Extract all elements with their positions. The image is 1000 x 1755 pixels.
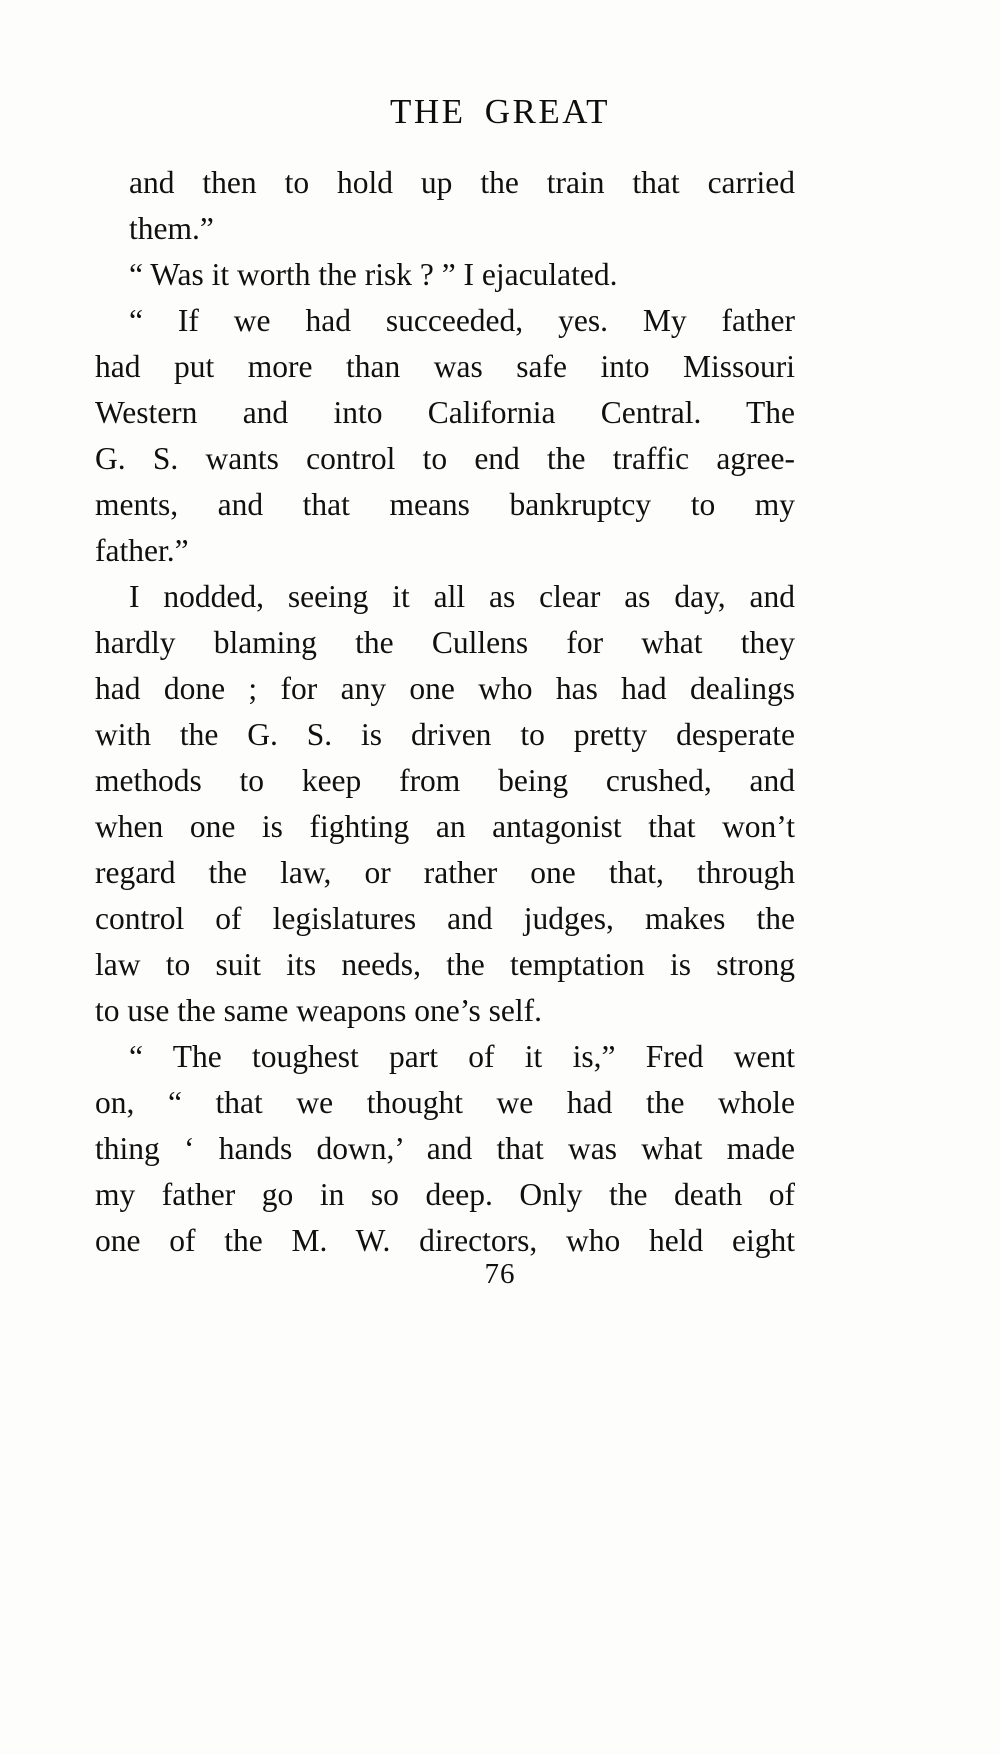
text-line: “ Was it worth the risk ? ” I ejaculated. (129, 257, 618, 292)
paragraph (95, 160, 795, 252)
text-line: with the G. S. is driven to pretty desperate (95, 717, 795, 752)
text-line: and then to hold up the train that carried (129, 165, 795, 200)
text-line: methods to keep from being crushed, and (95, 763, 795, 798)
text-line: thing ‘ hands down,’ and that was what made (95, 1131, 795, 1166)
text-line: them.” (129, 211, 214, 246)
text-line: I nodded, seeing it all as clear as day, and (129, 579, 795, 614)
text-line: “ If we had succeeded, yes. My father (129, 303, 795, 338)
text-line: “ The toughest part of it is,” Fred went (129, 1039, 795, 1074)
page-body (95, 160, 795, 1264)
text-line: control of legislatures and judges, makes the (95, 901, 795, 936)
text-line: on, “ that we thought we had the whole (95, 1085, 795, 1120)
paragraph (95, 252, 795, 298)
text-line: one of the M. W. directors, who held eight (95, 1223, 795, 1258)
text-line: when one is fighting an antagonist that won’t (95, 809, 795, 844)
page-number: 76 (484, 1258, 516, 1290)
text-line: had put more than was safe into Missouri (95, 349, 795, 384)
text-line: regard the law, or rather one that, through (95, 855, 795, 890)
text-line: ments, and that means bankruptcy to my (95, 487, 795, 522)
text-line: my father go in so deep. Only the death of (95, 1177, 795, 1212)
text-line: hardly blaming the Cullens for what they (95, 625, 795, 660)
paragraph (95, 298, 795, 574)
text-line: had done ; for any one who has had dealings (95, 671, 795, 706)
text-line: father.” (95, 533, 189, 568)
paragraph (95, 574, 795, 1034)
text-line: Western and into California Central. The (95, 395, 795, 430)
text-line: G. S. wants control to end the traffic agree- (95, 441, 795, 476)
text-line: law to suit its needs, the temptation is strong (95, 947, 795, 982)
running-head: THE GREAT (389, 92, 611, 131)
paragraph (95, 1034, 795, 1264)
text-line: to use the same weapons one’s self. (95, 993, 543, 1028)
